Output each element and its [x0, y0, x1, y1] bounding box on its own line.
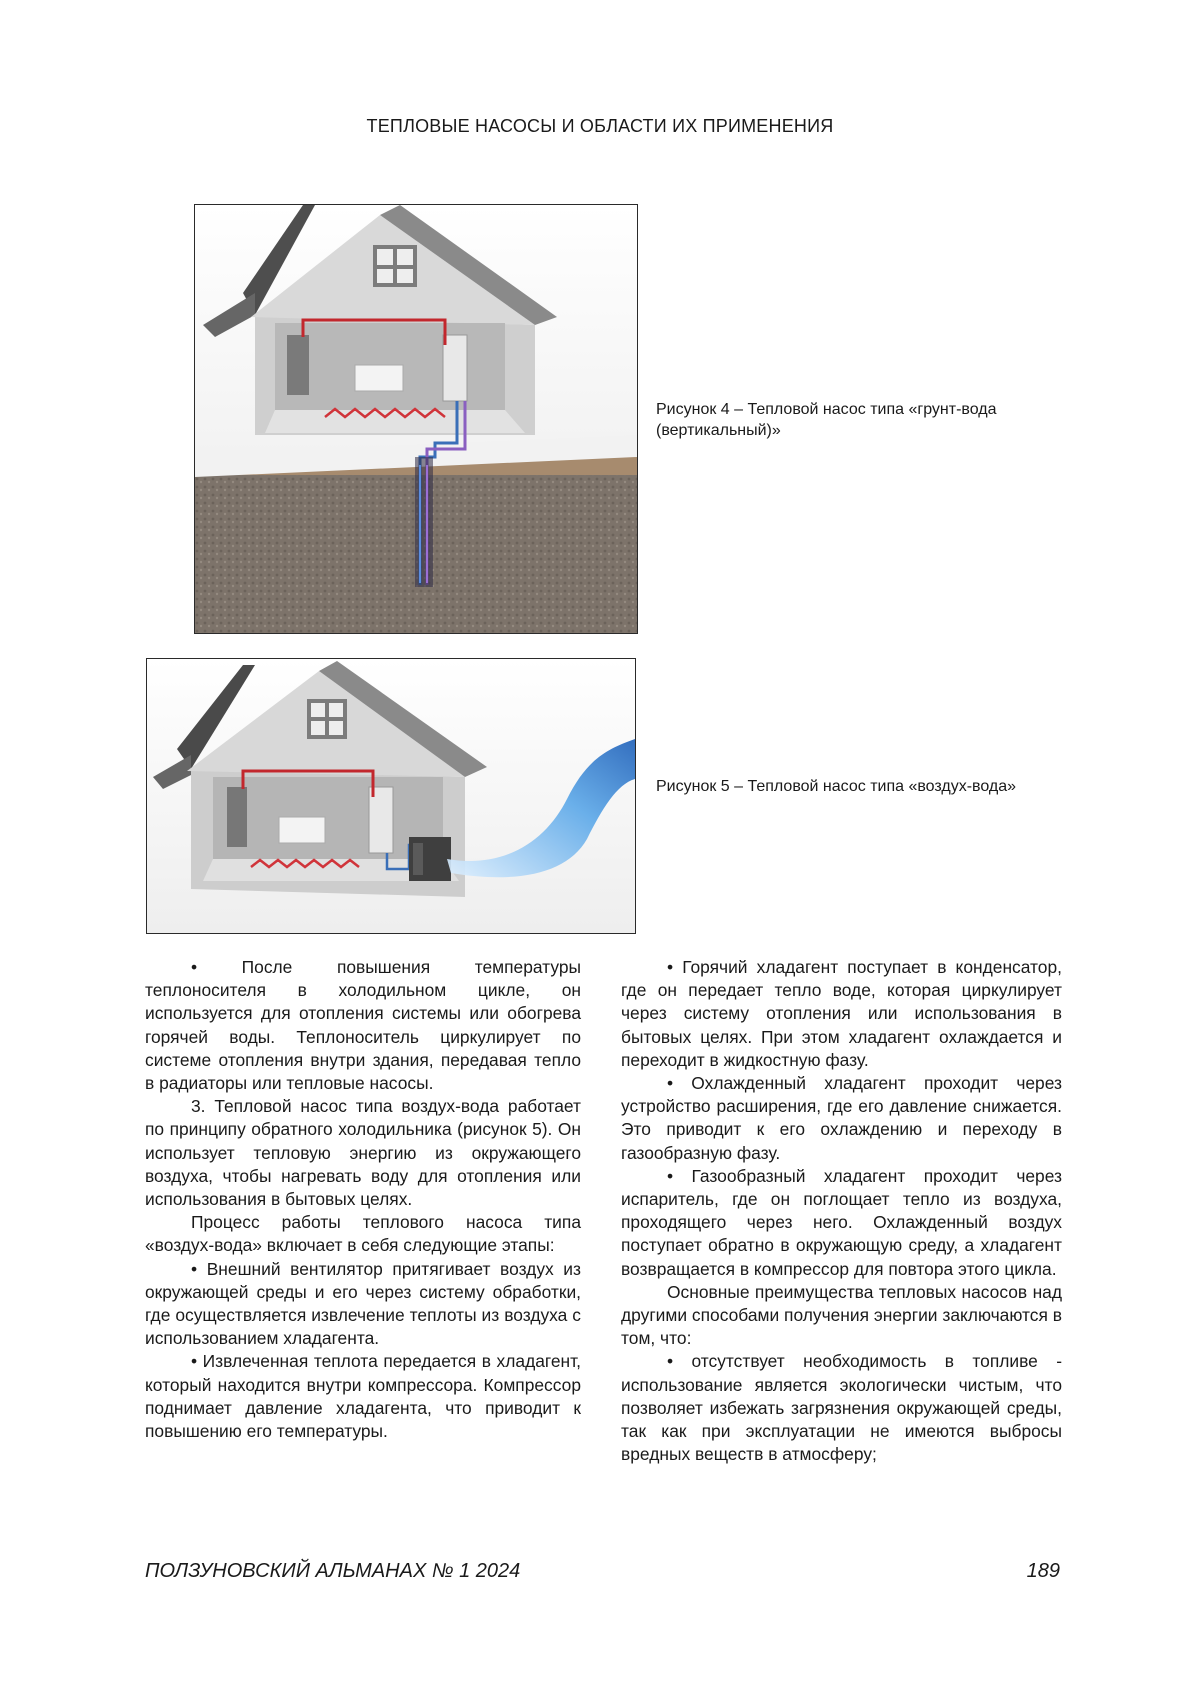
paragraph: • Извлеченная теплота передается в хладагент, который находится внутри компрессора. Компрессор поднимает давление хладагента, что приводит к повышению его температуры.	[145, 1351, 581, 1442]
figure-5-caption: Рисунок 5 – Тепловой насос типа «воздух-вода»	[656, 778, 1017, 795]
running-header: ТЕПЛОВЫЕ НАСОСЫ И ОБЛАСТИ ИХ ПРИМЕНЕНИЯ	[366, 116, 834, 136]
paragraph: • Горячий хладагент поступает в конденсатор, где он передает тепло воде, которая циркулирует через систему отопления или использования в бытовых целях. При этом хладагент охлаждается и переходит в жидкостную фазу.	[621, 957, 1062, 1070]
figure-5-image	[146, 658, 636, 934]
figure-4-image	[194, 204, 638, 634]
paragraph: Основные преимущества тепловых насосов над другими способами получения энергии заключаются в том, что:	[621, 1281, 1062, 1349]
paragraph: • отсутствует необходимость в топливе - использование является экологически чистым, что позволяет избежать загрязнения окружающей среды, так как при эксплуатации не имеются выбросы вредных веществ в атмосферу;	[621, 1351, 1062, 1465]
page-number: 189	[1026, 1560, 1060, 1582]
paragraph: • Газообразный хладагент проходит через испаритель, где он поглощает тепло из воздуха, проходящего через него. Охлажденный воздух поступает обратно в окружающую среду, а хладагент возвращается в компрессор для повтора этого цикла.	[621, 1165, 1062, 1279]
paragraph: • После повышения температуры теплоносителя в холодильном цикле, он используется для отопления системы или обогрева горячей воды. Теплоноситель циркулирует по системе отопления внутри здания, передавая тепло в радиаторы или тепловые насосы.	[145, 957, 581, 1094]
left-text-column	[145, 956, 581, 1443]
figure-4-caption: Рисунок 4 – Тепловой насос типа «грунт-вода (вертикальный)»	[656, 401, 997, 439]
paragraph: • Внешний вентилятор притягивает воздух из окружающей среды и его через систему обработки, где осуществляется извлечение теплоты из воздуха с использованием хладагента.	[145, 1258, 581, 1349]
right-text-column	[621, 956, 1062, 1466]
paragraph: • Охлажденный хладагент проходит через устройство расширения, где его давление снижается. Это приводит к его охлаждению и переходу в газообразную фазу.	[621, 1073, 1062, 1163]
journal-footer: ПОЛЗУНОВСКИЙ АЛЬМАНАХ № 1 2024	[145, 1560, 521, 1582]
paragraph: Процесс работы теплового насоса типа «воздух-вода» включает в себя следующие этапы:	[145, 1212, 581, 1256]
paragraph: 3. Тепловой насос типа воздух-вода работает по принципу обратного холодильника (рисунок 5). Он использует тепловую энергию из окружающего воздуха, чтобы нагревать воду для отопления или использования в бытовых целях.	[145, 1096, 581, 1210]
